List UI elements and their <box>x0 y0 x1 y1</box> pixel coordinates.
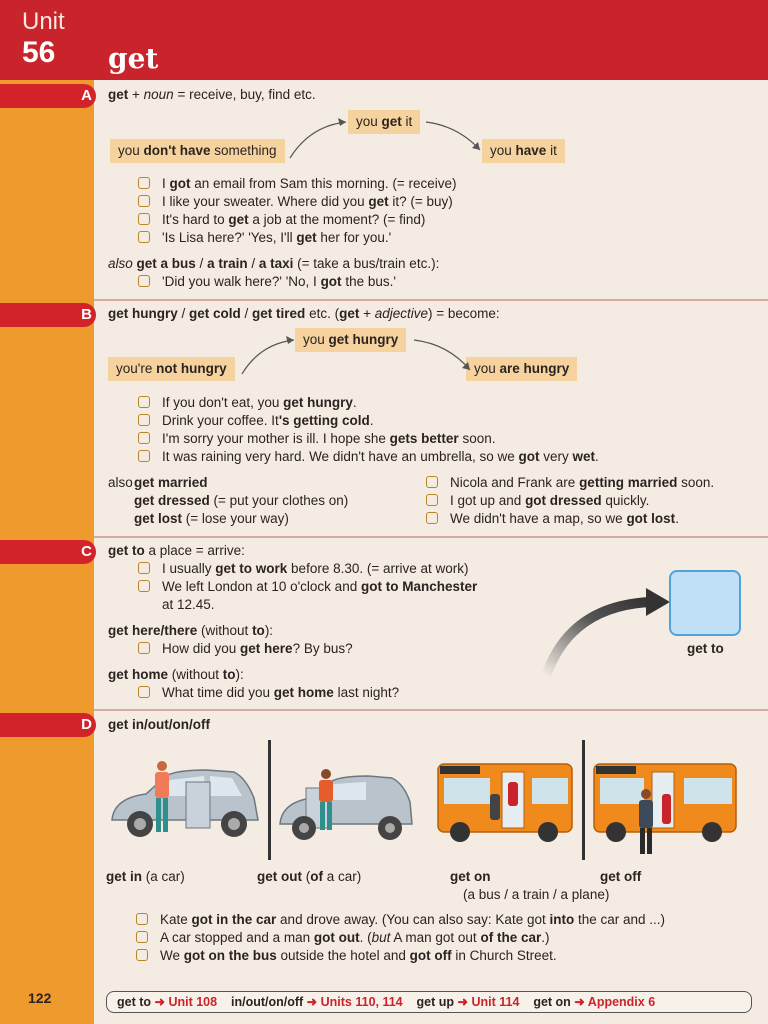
caption-get-off: get off <box>600 869 642 884</box>
section-letter: C <box>81 543 92 560</box>
section-c-marker <box>0 540 96 564</box>
checkbox-icon <box>138 686 150 698</box>
checkbox-icon <box>138 432 150 444</box>
car-get-in-illustration <box>106 758 264 850</box>
car-get-out-illustration <box>276 768 416 848</box>
checkbox-icon <box>138 195 150 207</box>
checkbox-icon <box>138 562 150 574</box>
list-item: I'm sorry your mother is ill. I hope she gets better soon. <box>138 430 495 448</box>
section-divider <box>94 536 768 538</box>
caption-get-in: get in (a car) <box>106 869 185 884</box>
section-b-marker <box>0 303 96 327</box>
checkbox-icon <box>426 494 438 506</box>
checkbox-icon <box>136 949 148 961</box>
list-item: We left London at 10 o'clock and got to Manchester <box>138 578 477 596</box>
also-item: get dressed (= put your clothes on) <box>134 493 349 508</box>
checkbox-icon <box>426 476 438 488</box>
list-item: 'Did you walk here?' 'No, I got the bus.' <box>138 273 396 291</box>
list-item: We didn't have a map, so we got lost. <box>426 510 679 528</box>
list-item: It's hard to get a job at the moment? (= find) <box>138 211 425 229</box>
unit-word: Unit <box>22 8 65 35</box>
cross-reference-bar <box>106 991 752 1013</box>
checkbox-icon <box>138 450 150 462</box>
diagram-box-right: you are hungry <box>466 357 577 381</box>
section-d-marker <box>0 713 96 737</box>
list-item: I usually get to work before 8.30. (= arrive at work) <box>138 560 469 578</box>
diagram-box-middle: you get it <box>348 110 420 134</box>
caption-vehicles: (a bus / a train / a plane) <box>463 887 610 902</box>
list-item: Nicola and Frank are getting married soon. <box>426 474 714 492</box>
diagram-box-left: you're not hungry <box>108 357 235 381</box>
list-item: What time did you get home last night? <box>138 684 399 702</box>
also-line: also get a bus / a train / a taxi (= take a bus/train etc.): <box>108 256 440 271</box>
list-item: I got up and got dressed quickly. <box>426 492 649 510</box>
section-a-marker <box>0 84 96 108</box>
caption-get-on: get on <box>450 869 491 884</box>
section-letter: A <box>81 87 92 104</box>
also-item: get married <box>134 475 208 490</box>
page-number: 122 <box>28 990 52 1006</box>
picture-divider <box>268 740 271 860</box>
checkbox-icon <box>138 275 150 287</box>
subheader: get here/there (without to): <box>108 623 274 638</box>
get-to-arrow-illustration <box>540 566 750 681</box>
reference-link[interactable]: get on ➜ Appendix 6 <box>533 995 656 1009</box>
checkbox-icon <box>136 913 148 925</box>
diagram-arrows <box>238 330 478 378</box>
list-item: I got an email from Sam this morning. (= receive) <box>138 175 456 193</box>
subheader: get home (without to): <box>108 667 244 682</box>
section-divider <box>94 299 768 301</box>
section-d-header: get in/out/on/off <box>108 717 210 732</box>
diagram-box-left: you don't have something <box>110 139 285 163</box>
checkbox-icon <box>138 396 150 408</box>
section-a-header: get + noun = receive, buy, find etc. <box>108 87 316 102</box>
checkbox-icon <box>138 231 150 243</box>
list-item: How did you get here? By bus? <box>138 640 353 658</box>
reference-link[interactable]: in/out/on/off ➜ Units 110, 114 <box>231 995 403 1009</box>
diagram-arrows <box>280 110 490 160</box>
checkbox-icon <box>138 414 150 426</box>
list-item: If you don't eat, you get hungry. <box>138 394 357 412</box>
checkbox-icon <box>138 580 150 592</box>
checkbox-icon <box>138 177 150 189</box>
bus-get-off-illustration <box>592 760 738 860</box>
sidebar <box>0 0 94 1024</box>
list-item: I like your sweater. Where did you get it? (= buy) <box>138 193 453 211</box>
picture-divider <box>582 740 585 860</box>
also-item: get lost (= lose your way) <box>134 511 289 526</box>
checkbox-icon <box>136 931 148 943</box>
get-to-label: get to <box>687 641 724 656</box>
list-item: We got on the bus outside the hotel and got off in Church Street. <box>136 947 557 965</box>
checkbox-icon <box>138 213 150 225</box>
section-c-header: get to a place = arrive: <box>108 543 245 558</box>
list-item: Kate got in the car and drove away. (You can also say: Kate got into the car and ...) <box>136 911 665 929</box>
diagram-box-right: you have it <box>482 139 565 163</box>
section-divider <box>94 709 768 711</box>
page-title: get <box>108 42 159 75</box>
section-b-header: get hungry / get cold / get tired etc. (get + adjective) = become: <box>108 306 500 321</box>
title-bar <box>94 0 768 80</box>
unit-number: 56 <box>22 36 56 69</box>
caption-get-out: get out (of a car) <box>257 869 362 884</box>
checkbox-icon <box>138 642 150 654</box>
diagram-box-middle: you get hungry <box>295 328 406 352</box>
list-item-continuation: at 12.45. <box>162 597 215 612</box>
reference-link[interactable]: get to ➜ Unit 108 <box>117 995 218 1009</box>
section-letter: D <box>81 716 92 733</box>
checkbox-icon <box>426 512 438 524</box>
section-letter: B <box>81 306 92 323</box>
also-label: also <box>108 475 133 490</box>
list-item: Drink your coffee. It's getting cold. <box>138 412 374 430</box>
reference-link[interactable]: get up ➜ Unit 114 <box>416 995 520 1009</box>
bus-get-on-illustration <box>436 760 576 844</box>
list-item: It was raining very hard. We didn't have an umbrella, so we got very wet. <box>138 448 599 466</box>
list-item: 'Is Lisa here?' 'Yes, I'll get her for you.' <box>138 229 391 247</box>
list-item: A car stopped and a man got out. (but A man got out of the car.) <box>136 929 549 947</box>
